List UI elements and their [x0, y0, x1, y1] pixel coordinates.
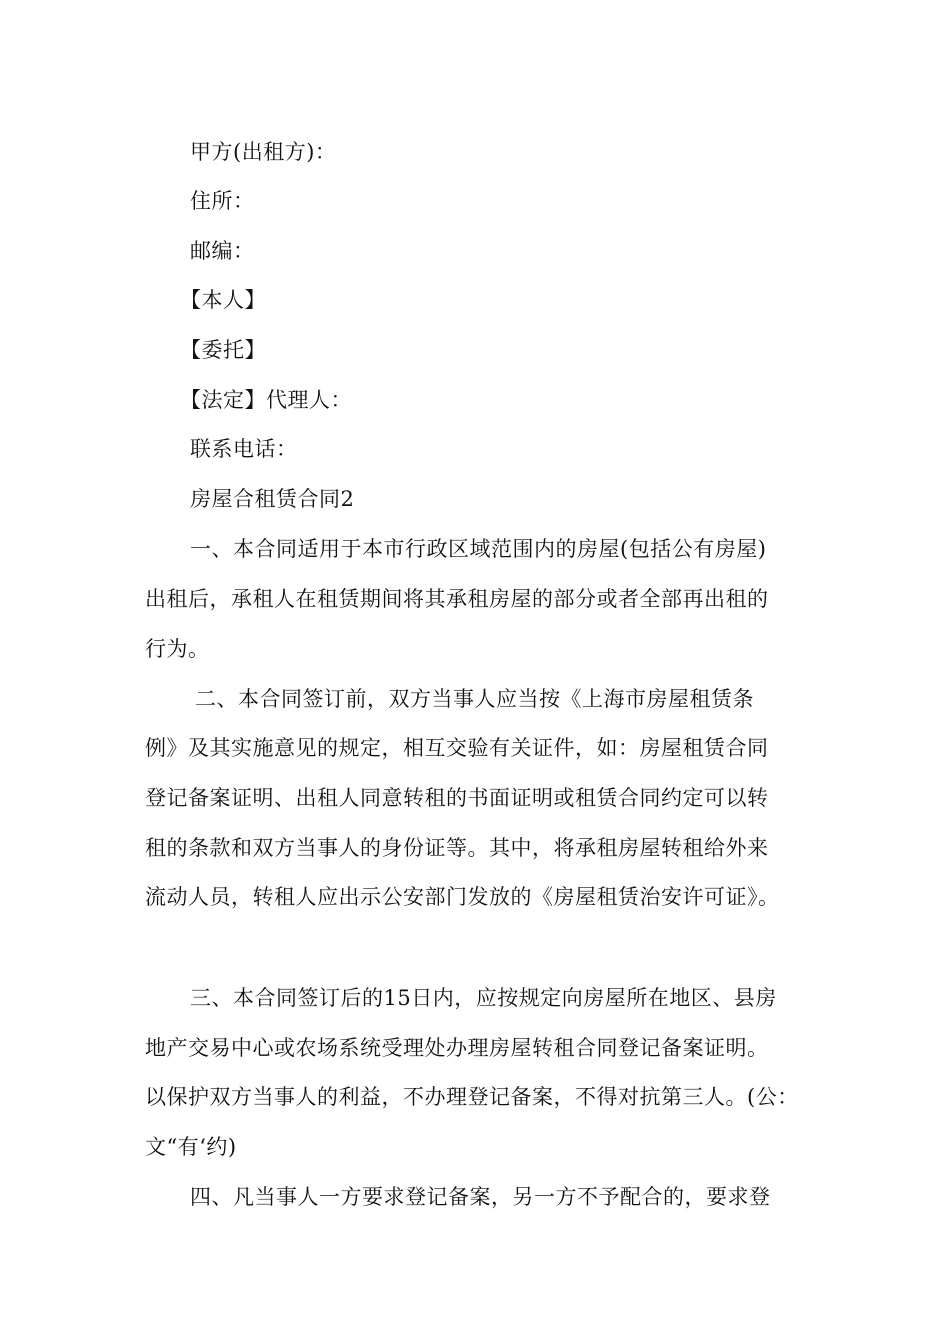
legal-agent-label: 【法定】代理人：: [180, 388, 352, 412]
clause-3-line: 文“有‘约): [145, 1135, 237, 1159]
clause-1-line: 行为。: [145, 637, 210, 661]
clause-2-line: 登记备案证明、出租人同意转租的书面证明或租赁合同约定可以转: [145, 786, 769, 810]
clause-4-line: 四、凡当事人一方要求登记备案，另一方不予配合的，要求登: [190, 1185, 771, 1209]
phone-label: 联系电话：: [190, 437, 298, 461]
clause-2-line: 二、本合同签订前，双方当事人应当按《上海市房屋租赁条: [195, 687, 754, 711]
clause-1-line: 一、本合同适用于本市行政区域范围内的房屋(包括公有房屋): [190, 537, 767, 561]
clause-3-line: 三、本合同签订后的15日内，应按规定向房屋所在地区、县房: [190, 986, 777, 1010]
party-a-label: 甲方(出租方)：: [190, 140, 337, 164]
address-label: 住所：: [190, 189, 255, 213]
self-option: 【本人】: [180, 288, 266, 312]
clause-3-line: 以保护双方当事人的利益，不办理登记备案，不得对抗第三人。(公：: [145, 1085, 799, 1109]
contract-title: 房屋合租赁合同2: [190, 487, 355, 511]
clause-2-line: 流动人员，转租人应出示公安部门发放的《房屋租赁治安许可证》。: [145, 885, 780, 909]
clause-3-line: 地产交易中心或农场系统受理处办理房屋转租合同登记备案证明。: [145, 1036, 769, 1060]
clause-2-line: 例》及其实施意见的规定，相互交验有关证件，如：房屋租赁合同: [145, 736, 769, 760]
clause-1-line: 出租后，承租人在租赁期间将其承租房屋的部分或者全部再出租的: [145, 587, 769, 611]
entrusted-option: 【委托】: [180, 338, 266, 362]
clause-2-line: 租的条款和双方当事人的身份证等。其中，将承租房屋转租给外来: [145, 836, 769, 860]
postcode-label: 邮编：: [190, 239, 255, 263]
